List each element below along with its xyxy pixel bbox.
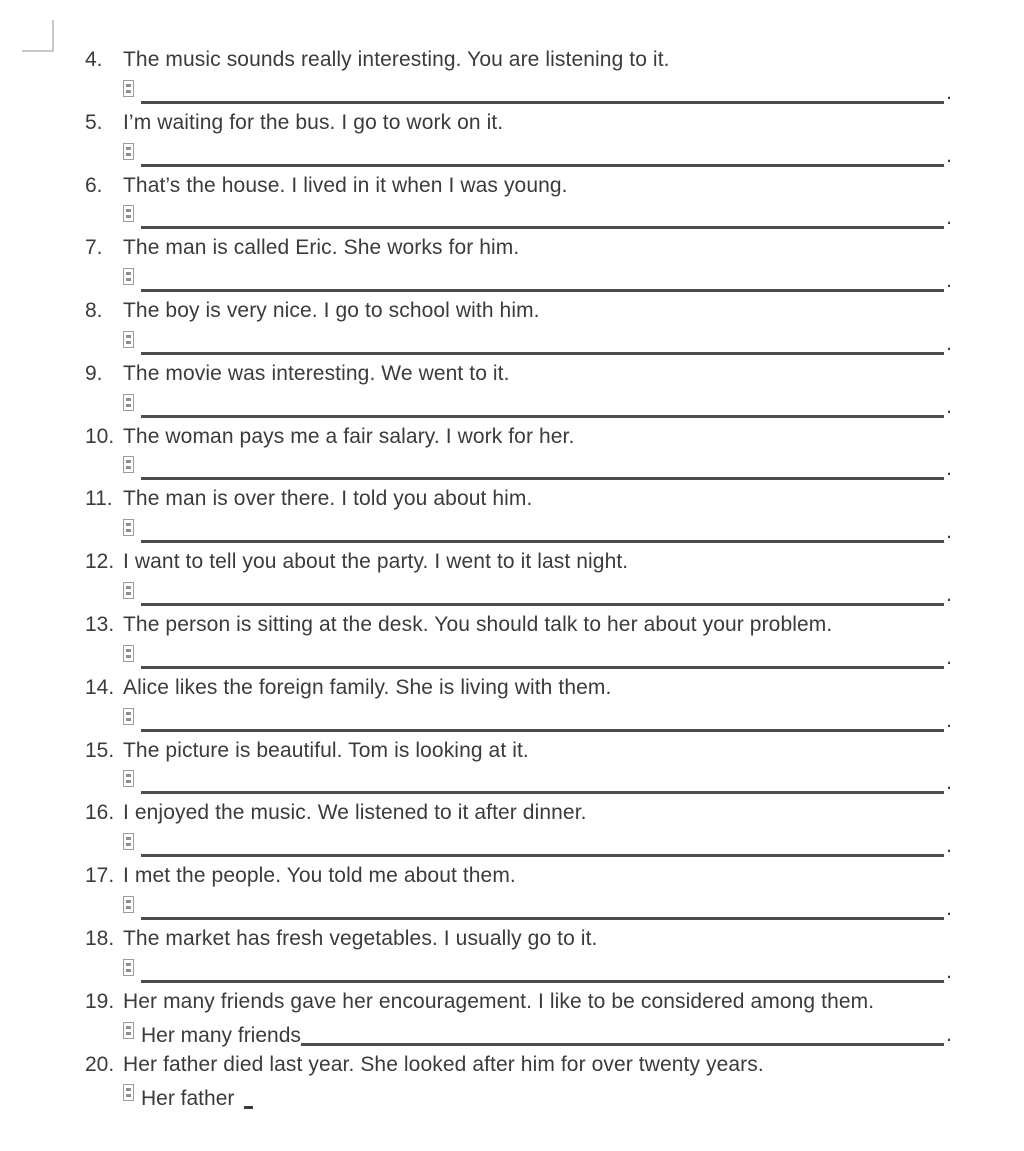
item-sentence: I’m waiting for the bus. I go to work on it. bbox=[123, 110, 504, 134]
line-end-period: . bbox=[946, 520, 952, 544]
exercise-item-18 bbox=[85, 923, 952, 986]
sentence-row bbox=[85, 860, 952, 891]
line-end-period: . bbox=[946, 834, 952, 858]
missing-glyph-box-icon bbox=[123, 456, 134, 473]
answer-prefix-text: Her many friends bbox=[141, 1024, 301, 1048]
exercise-item-19 bbox=[85, 986, 952, 1049]
exercise-item-12 bbox=[85, 546, 952, 609]
item-number: 19. bbox=[85, 989, 115, 1013]
answer-row bbox=[85, 75, 952, 106]
answer-blank-line[interactable] bbox=[141, 457, 944, 480]
item-sentence: The market has fresh vegetables. I usually go to it. bbox=[123, 926, 598, 950]
line-end-period: . bbox=[946, 896, 952, 920]
answer-blank-line[interactable] bbox=[301, 1023, 944, 1046]
item-sentence: The picture is beautiful. Tom is looking at it. bbox=[123, 738, 529, 762]
item-number: 17. bbox=[85, 864, 115, 888]
line-end-period: . bbox=[946, 394, 952, 418]
answer-row bbox=[85, 138, 952, 169]
sentence-row bbox=[85, 44, 952, 75]
missing-glyph-box-icon bbox=[123, 896, 134, 913]
missing-glyph-box-icon bbox=[123, 205, 134, 222]
line-end-period: . bbox=[946, 143, 952, 167]
sentence-row bbox=[85, 986, 952, 1017]
item-number: 5. bbox=[85, 110, 103, 134]
exercise-item-10 bbox=[85, 421, 952, 484]
sentence-row bbox=[85, 923, 952, 954]
answer-row bbox=[85, 389, 952, 420]
answer-blank-line[interactable] bbox=[141, 709, 944, 732]
answer-row bbox=[85, 452, 952, 483]
exercise-item-7 bbox=[85, 232, 952, 295]
answer-blank-line[interactable] bbox=[141, 960, 944, 983]
item-sentence: I met the people. You told me about them. bbox=[123, 864, 516, 888]
item-sentence: Her father died last year. She looked after him for over twenty years. bbox=[123, 1052, 764, 1076]
answer-blank-line[interactable] bbox=[141, 897, 944, 920]
item-sentence: The music sounds really interesting. You are listening to it. bbox=[123, 48, 670, 71]
answer-blank-line[interactable] bbox=[141, 81, 944, 104]
line-end-period: . bbox=[946, 959, 952, 983]
answer-row bbox=[85, 829, 952, 860]
item-sentence: The man is over there. I told you about him. bbox=[123, 487, 533, 511]
item-number: 7. bbox=[85, 236, 103, 260]
answer-row bbox=[85, 640, 952, 671]
missing-glyph-box-icon bbox=[123, 143, 134, 160]
missing-glyph-box-icon bbox=[123, 1084, 134, 1101]
sentence-row bbox=[85, 797, 952, 828]
sentence-row bbox=[85, 546, 952, 577]
missing-glyph-box-icon bbox=[123, 268, 134, 285]
item-sentence: That’s the house. I lived in it when I was young. bbox=[123, 173, 568, 197]
answer-prefix-text: Her father bbox=[141, 1087, 235, 1111]
sentence-row bbox=[85, 170, 952, 201]
item-number: 6. bbox=[85, 173, 103, 197]
answer-blank-line[interactable] bbox=[141, 206, 944, 229]
exercise-item-20 bbox=[85, 1049, 952, 1112]
answer-blank-line[interactable] bbox=[141, 395, 944, 418]
item-sentence: The man is called Eric. She works for him. bbox=[123, 236, 520, 260]
answer-row bbox=[85, 892, 952, 923]
missing-glyph-box-icon bbox=[123, 770, 134, 787]
exercise-item-4 bbox=[85, 44, 952, 107]
sentence-row bbox=[85, 295, 952, 326]
exercise-item-6 bbox=[85, 170, 952, 233]
answer-blank-line[interactable] bbox=[141, 144, 944, 167]
sentence-row bbox=[85, 609, 952, 640]
item-sentence: I want to tell you about the party. I went to it last night. bbox=[123, 550, 629, 574]
item-number: 20. bbox=[85, 1052, 115, 1076]
item-number: 13. bbox=[85, 613, 115, 637]
exercise-item-13 bbox=[85, 609, 952, 672]
line-end-period: . bbox=[946, 269, 952, 293]
item-number: 12. bbox=[85, 550, 115, 574]
missing-glyph-box-icon bbox=[123, 331, 134, 348]
item-sentence: I enjoyed the music. We listened to it after dinner. bbox=[123, 801, 587, 825]
line-end-period: . bbox=[946, 206, 952, 230]
item-number: 15. bbox=[85, 738, 115, 762]
sentence-row bbox=[85, 358, 952, 389]
answer-blank-line[interactable] bbox=[141, 332, 944, 355]
answer-blank-line[interactable] bbox=[141, 583, 944, 606]
exercise-item-17 bbox=[85, 860, 952, 923]
line-end-period: . bbox=[946, 583, 952, 607]
missing-glyph-box-icon bbox=[123, 582, 134, 599]
answer-row bbox=[85, 766, 952, 797]
answer-blank-line[interactable] bbox=[141, 520, 944, 543]
missing-glyph-box-icon bbox=[123, 80, 134, 97]
item-sentence: The boy is very nice. I go to school with him. bbox=[123, 299, 540, 323]
missing-glyph-box-icon bbox=[123, 708, 134, 725]
answer-row bbox=[85, 954, 952, 985]
answer-blank-line[interactable] bbox=[141, 771, 944, 794]
answer-row bbox=[85, 703, 952, 734]
missing-glyph-box-icon bbox=[123, 833, 134, 850]
answer-row bbox=[85, 264, 952, 295]
line-end-period: . bbox=[946, 1022, 952, 1046]
missing-glyph-box-icon bbox=[123, 519, 134, 536]
item-number: 14. bbox=[85, 675, 115, 699]
text-cursor bbox=[244, 1106, 253, 1109]
item-sentence: The person is sitting at the desk. You should talk to her about your problem. bbox=[123, 613, 833, 637]
item-sentence: Her many friends gave her encouragement. I like to be considered among them. bbox=[123, 989, 875, 1013]
answer-blank-line[interactable] bbox=[141, 646, 944, 669]
item-sentence: The woman pays me a fair salary. I work for her. bbox=[123, 424, 575, 448]
answer-blank-line[interactable] bbox=[141, 834, 944, 857]
item-number: 4. bbox=[85, 48, 103, 71]
line-end-period: . bbox=[946, 708, 952, 732]
exercise-item-5 bbox=[85, 107, 952, 170]
line-end-period: . bbox=[946, 457, 952, 481]
answer-blank-line[interactable] bbox=[141, 269, 944, 292]
missing-glyph-box-icon bbox=[123, 959, 134, 976]
line-end-period: . bbox=[946, 80, 952, 104]
sentence-row bbox=[85, 672, 952, 703]
sentence-row bbox=[85, 483, 952, 514]
line-end-period: . bbox=[946, 331, 952, 355]
exercise-item-14 bbox=[85, 672, 952, 735]
item-number: 16. bbox=[85, 801, 115, 825]
sentence-row bbox=[85, 107, 952, 138]
line-end-period: . bbox=[946, 771, 952, 795]
missing-glyph-box-icon bbox=[123, 394, 134, 411]
item-number: 8. bbox=[85, 299, 103, 323]
answer-row bbox=[85, 578, 952, 609]
item-number: 11. bbox=[85, 487, 113, 511]
item-number: 18. bbox=[85, 926, 115, 950]
missing-glyph-box-icon bbox=[123, 645, 134, 662]
exercise-item-11 bbox=[85, 483, 952, 546]
answer-row bbox=[85, 327, 952, 358]
answer-row bbox=[85, 1080, 952, 1111]
answer-row bbox=[85, 1017, 952, 1048]
item-sentence: Alice likes the foreign family. She is living with them. bbox=[123, 675, 612, 699]
item-sentence: The movie was interesting. We went to it. bbox=[123, 361, 510, 385]
sentence-row bbox=[85, 421, 952, 452]
item-number: 9. bbox=[85, 361, 103, 385]
answer-row bbox=[85, 201, 952, 232]
answer-row bbox=[85, 515, 952, 546]
exercise-item-8 bbox=[85, 295, 952, 358]
exercise-item-16 bbox=[85, 797, 952, 860]
exercise-item-9 bbox=[85, 358, 952, 421]
sentence-row bbox=[85, 232, 952, 263]
item-number: 10. bbox=[85, 424, 115, 448]
line-end-period: . bbox=[946, 645, 952, 669]
missing-glyph-box-icon bbox=[123, 1022, 134, 1039]
sentence-row bbox=[85, 735, 952, 766]
sentence-row bbox=[85, 1049, 952, 1080]
exercise-item-15 bbox=[85, 735, 952, 798]
